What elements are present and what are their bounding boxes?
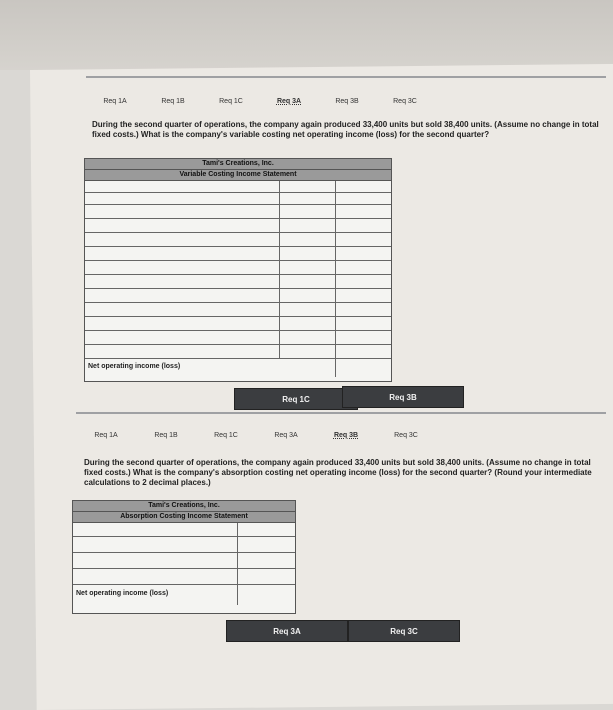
statement-row[interactable] <box>85 247 391 261</box>
statement-row[interactable] <box>73 523 295 537</box>
statement-row[interactable] <box>85 181 391 193</box>
statement-row[interactable] <box>85 219 391 233</box>
statement-row[interactable] <box>85 233 391 247</box>
tab-req-3c[interactable]: Req 3C <box>394 432 418 439</box>
statement-row[interactable] <box>85 331 391 345</box>
section2-question: During the second quarter of operations, the company again produced 33,400 units but sold 38,400 units. (Assume no change in total fixed costs.) What is the company's absorption costing net operating income (loss) for the second quarter? (Round your intermediate calculations to 2 decimal places.) <box>84 458 592 487</box>
prev-req-1c-button[interactable]: Req 1C <box>234 388 358 410</box>
section2-top-rule <box>76 412 606 414</box>
statement-row[interactable] <box>73 537 295 553</box>
statement-company: Tami's Creations, Inc. <box>73 501 295 512</box>
net-operating-income-label: Net operating income (loss) <box>76 590 169 597</box>
net-operating-income-row[interactable] <box>85 359 391 377</box>
net-operating-income-row[interactable] <box>73 585 295 605</box>
tab-req-3b[interactable]: Req 3B <box>333 432 359 439</box>
tab-req-1a[interactable]: Req 1A <box>94 432 118 439</box>
statement-row[interactable] <box>85 193 391 205</box>
statement-row[interactable] <box>73 553 295 569</box>
absorption-costing-statement <box>72 500 296 614</box>
statement-row[interactable] <box>73 569 295 585</box>
statement-row[interactable] <box>85 275 391 289</box>
statement-row[interactable] <box>85 317 391 331</box>
tab-req-3a[interactable]: Req 3A <box>276 98 302 105</box>
net-operating-income-label: Net operating income (loss) <box>88 363 181 370</box>
next-req-3c-button[interactable]: Req 3C <box>348 620 460 642</box>
section2-tabs <box>76 428 436 448</box>
tab-req-1c[interactable]: Req 1C <box>214 432 238 439</box>
next-req-3b-button[interactable]: Req 3B <box>342 386 464 408</box>
tab-req-1b[interactable]: Req 1B <box>154 432 178 439</box>
prev-req-3a-button[interactable]: Req 3A <box>226 620 348 642</box>
tab-req-1c[interactable]: Req 1C <box>219 98 243 105</box>
section1-tabs <box>86 94 434 114</box>
background-top <box>0 0 613 70</box>
variable-costing-statement <box>84 158 392 382</box>
statement-title: Variable Costing Income Statement <box>85 170 391 181</box>
section1-question: During the second quarter of operations, the company again produced 33,400 units but sold 38,400 units. (Assume no change in total fixed costs.) What is the company's variable costing net operating income (loss) for the second quarter? <box>92 120 599 139</box>
tab-req-1a[interactable]: Req 1A <box>103 98 127 105</box>
statement-title: Absorption Costing Income Statement <box>73 512 295 523</box>
tab-req-1b[interactable]: Req 1B <box>161 98 185 105</box>
section1-top-rule <box>86 76 606 78</box>
statement-row[interactable] <box>85 205 391 219</box>
statement-row[interactable] <box>85 345 391 359</box>
statement-company: Tami's Creations, Inc. <box>85 159 391 170</box>
tab-req-3a[interactable]: Req 3A <box>274 432 298 439</box>
statement-row[interactable] <box>85 303 391 317</box>
tab-req-3c[interactable]: Req 3C <box>393 98 417 105</box>
statement-row[interactable] <box>85 261 391 275</box>
tab-req-3b[interactable]: Req 3B <box>335 98 359 105</box>
statement-row[interactable] <box>85 289 391 303</box>
